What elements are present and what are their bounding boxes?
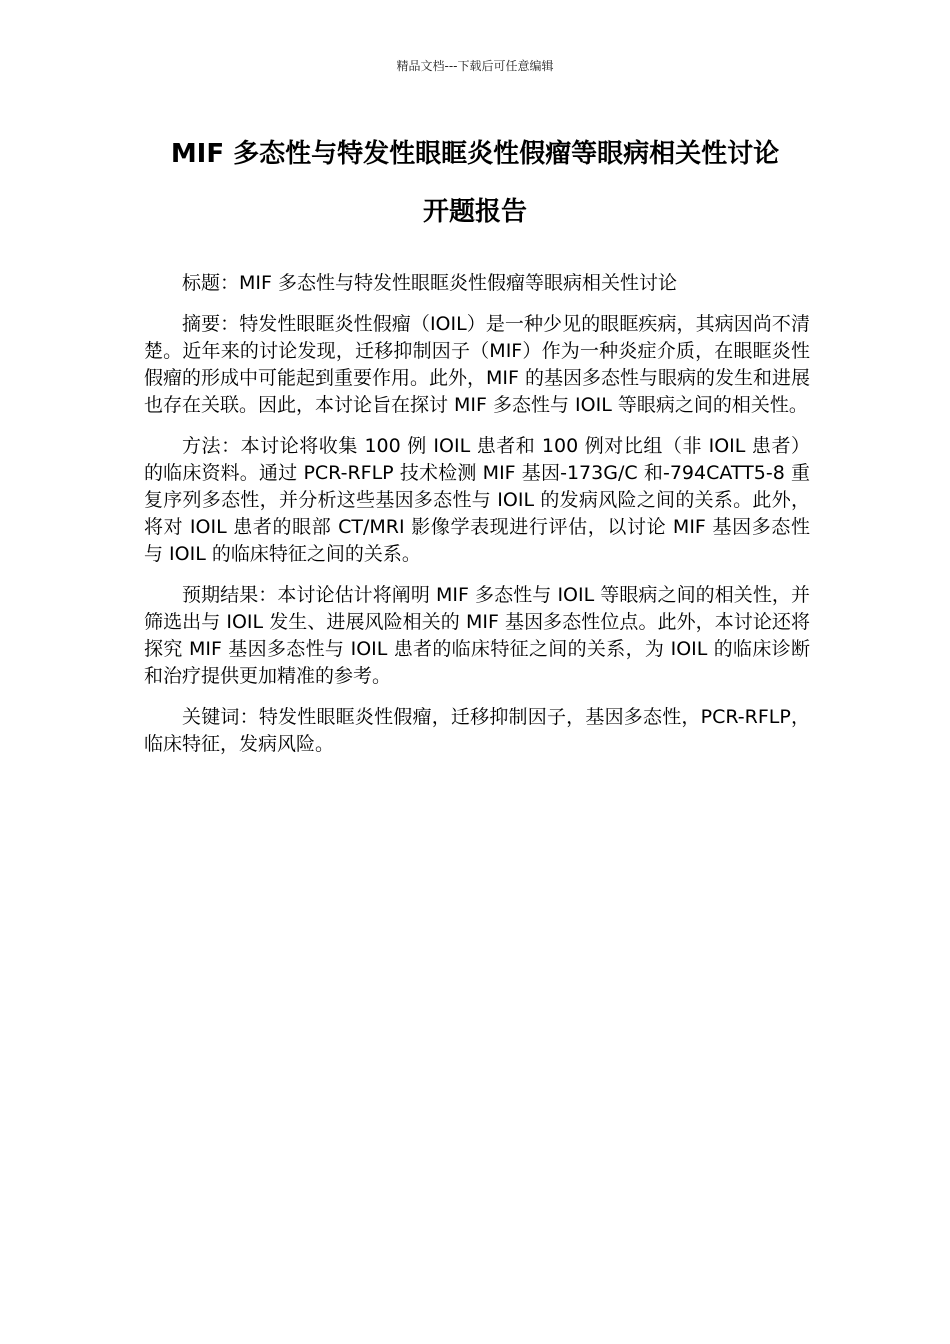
paragraph-keywords <box>144 704 810 758</box>
document-body <box>144 270 810 772</box>
document-title-line-1: MIF 多态性与特发性眼眶炎性假瘤等眼病相关性讨论 <box>170 139 780 169</box>
paragraph-expected-results <box>144 582 810 690</box>
paragraph-label: 关键词： <box>182 706 259 728</box>
paragraph-text: 本讨论估计将阐明 MIF 多态性与 IOIL 等眼病之间的相关性，并筛选出与 IOIL 发生、进展风险相关的 MIF 基因多态性位点。此外，本讨论还将探究 MIF 基因多态性与 IOIL 患者的临床特征之间的关系，为 IOIL 的临床诊断和治疗提供更加精准的参考。 <box>144 584 810 687</box>
paragraph-method <box>144 433 810 568</box>
paragraph-label: 预期结果： <box>182 584 278 606</box>
paragraph-text: 特发性眼眶炎性假瘤（IOIL）是一种少见的眼眶疾病，其病因尚不清楚。近年来的讨论发现，迁移抑制因子（MIF）作为一种炎症介质，在眼眶炎性假瘤的形成中可能起到重要作用。此外，MIF 的基因多态性与眼病的发生和进展也存在关联。因此，本讨论旨在探讨 MIF 多态性与 IOIL 等眼病之间的相关性。 <box>144 313 810 416</box>
paragraph-label: 方法： <box>182 435 241 457</box>
paragraph-text: MIF 多态性与特发性眼眶炎性假瘤等眼病相关性讨论 <box>239 272 677 294</box>
paragraph-label: 标题： <box>182 272 240 294</box>
paragraph-text: 本讨论将收集 100 例 IOIL 患者和 100 例对比组（非 IOIL 患者）的临床资料。通过 PCR-RFLP 技术检测 MIF 基因-173G/C 和-794CATT5-8 重复序列多态性，并分析这些基因多态性与 IOIL 的发病风险之间的关系。此外，将对 IOIL 患者的眼部 CT/MRI 影像学表现进行评估，以讨论 MIF 基因多态性与 IOIL 的临床特征之间的关系。 <box>144 435 810 565</box>
header-note: 精品文档---下载后可任意编辑 <box>396 59 554 73</box>
paragraph-text: 特发性眼眶炎性假瘤，迁移抑制因子，基因多态性，PCR-RFLP，临床特征，发病风险。 <box>144 706 810 755</box>
paragraph-label: 摘要： <box>182 313 240 335</box>
paragraph-abstract <box>144 311 810 419</box>
document-title-line-2: 开题报告 <box>422 197 527 227</box>
paragraph-title <box>144 270 810 297</box>
